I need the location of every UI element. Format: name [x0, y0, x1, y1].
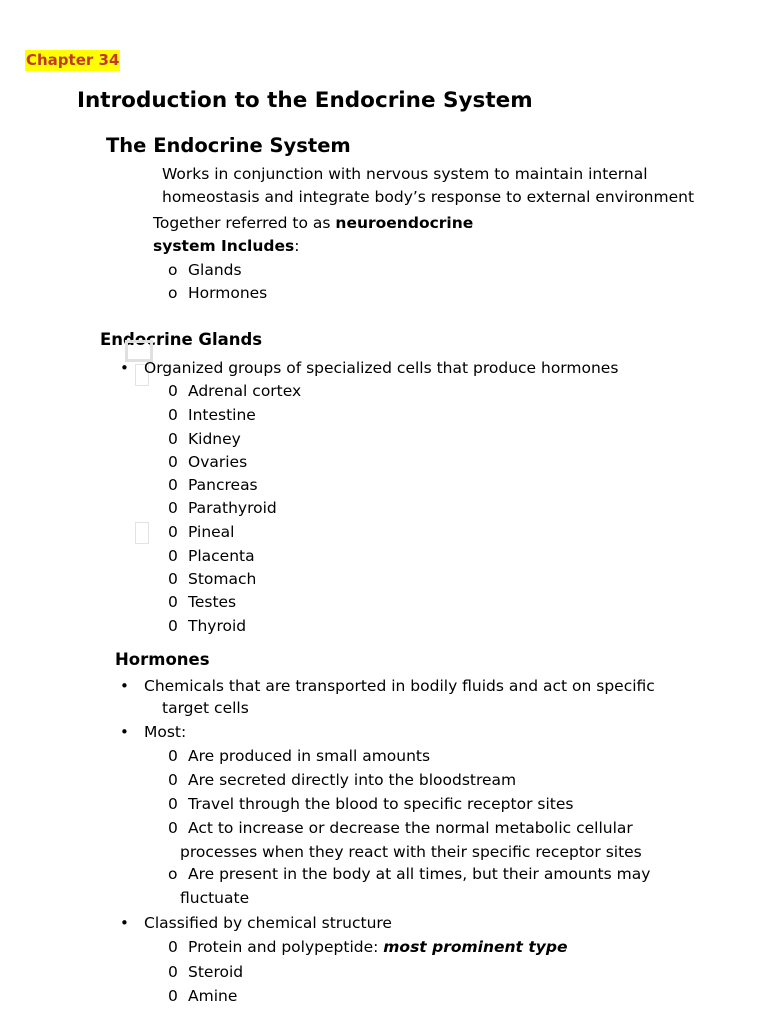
- list-item-text: Kidney: [188, 430, 241, 448]
- list-item-text: Are secreted directly into the bloodstream: [188, 771, 517, 789]
- list-item-text: Pineal: [188, 523, 235, 541]
- list-item: [168, 569, 256, 589]
- list-marker: 0: [168, 795, 178, 813]
- list-marker: 0: [168, 987, 178, 1005]
- bullet-icon: •: [120, 914, 129, 932]
- list-item: [168, 592, 236, 612]
- bullet-icon: •: [120, 723, 129, 741]
- list-marker: o: [168, 261, 178, 279]
- list-marker: 0: [168, 570, 178, 588]
- neuroendocrine-line: [153, 213, 473, 233]
- list-item: [168, 522, 234, 542]
- classified-label: Classified by chemical structure: [144, 914, 392, 932]
- list-item-text: Ovaries: [188, 453, 248, 471]
- includes-colon: :: [294, 237, 300, 255]
- list-item-text: Protein and polypeptide:: [188, 938, 384, 956]
- list-item: [168, 381, 301, 401]
- endocrine-system-description-line1: Works in conjunction with nervous system to maintain internal: [162, 165, 648, 183]
- list-item: [168, 818, 633, 838]
- hormones-definition-line2: target cells: [162, 699, 249, 717]
- list-marker: 0: [168, 499, 178, 517]
- hormones-heading: Hormones: [115, 650, 210, 669]
- list-item: [168, 546, 255, 566]
- endocrine-system-heading: The Endocrine System: [106, 134, 351, 157]
- list-marker: 0: [168, 406, 178, 424]
- list-item: [168, 498, 277, 518]
- list-marker: 0: [168, 938, 178, 956]
- includes-term: system Includes: [153, 237, 295, 255]
- page-title: Introduction to the Endocrine System: [77, 88, 533, 113]
- list-item: [168, 770, 516, 790]
- list-item: [168, 429, 241, 449]
- list-item-text: Pancreas: [188, 476, 258, 494]
- list-item-text: Testes: [188, 593, 237, 611]
- list-item: [168, 962, 243, 982]
- list-item: [168, 475, 258, 495]
- list-item: [168, 937, 567, 957]
- bullet-icon: •: [120, 359, 129, 377]
- list-marker: 0: [168, 771, 178, 789]
- bullet-icon: •: [120, 677, 129, 695]
- list-item-text: Adrenal cortex: [188, 382, 302, 400]
- list-item-text: Parathyroid: [188, 499, 277, 517]
- list-item: [168, 405, 256, 425]
- list-item-text: Stomach: [188, 570, 257, 588]
- list-marker: 0: [168, 523, 178, 541]
- list-item-continuation: fluctuate: [180, 889, 250, 907]
- list-marker: 0: [168, 617, 178, 635]
- list-marker: 0: [168, 593, 178, 611]
- list-marker: 0: [168, 747, 178, 765]
- most-label: Most:: [144, 723, 187, 741]
- list-item-text: Glands: [188, 261, 242, 279]
- list-item-text: Steroid: [188, 963, 244, 981]
- list-item-text: Travel through the blood to specific receptor sites: [188, 795, 574, 813]
- list-marker: 0: [168, 819, 178, 837]
- endocrine-glands-description: Organized groups of specialized cells that produce hormones: [144, 359, 619, 377]
- list-item-text: Are produced in small amounts: [188, 747, 431, 765]
- list-item: [168, 794, 573, 814]
- list-item: [168, 283, 267, 303]
- list-item-continuation: processes when they react with their specific receptor sites: [180, 843, 642, 861]
- list-marker: 0: [168, 476, 178, 494]
- includes-line: [153, 236, 299, 256]
- list-item: [168, 986, 237, 1006]
- scan-artifact: [135, 522, 149, 544]
- hormones-definition-line1: Chemicals that are transported in bodily fluids and act on specific: [144, 677, 655, 695]
- list-item-text: Act to increase or decrease the normal metabolic cellular: [188, 819, 633, 837]
- list-item: [168, 616, 246, 636]
- endocrine-system-description-line2: homeostasis and integrate body’s response to external environment: [162, 188, 695, 206]
- list-item-text: Amine: [188, 987, 238, 1005]
- list-marker: 0: [168, 547, 178, 565]
- list-item-text: Thyroid: [188, 617, 247, 635]
- list-item: [168, 864, 650, 884]
- list-item-text: Intestine: [188, 406, 256, 424]
- list-item-text: Are present in the body at all times, but their amounts may: [188, 865, 651, 883]
- endocrine-glands-heading: Endocrine Glands: [100, 330, 263, 349]
- together-prefix: Together referred to as: [153, 214, 336, 232]
- list-item: [168, 452, 247, 472]
- list-item: [168, 260, 242, 280]
- neuroendocrine-term: neuroendocrine: [335, 214, 474, 232]
- list-marker: o: [168, 865, 178, 883]
- list-item-text: Hormones: [188, 284, 268, 302]
- list-marker: o: [168, 284, 178, 302]
- list-marker: 0: [168, 430, 178, 448]
- list-marker: 0: [168, 382, 178, 400]
- emphasis-text: most prominent type: [383, 938, 568, 956]
- list-item-text: Placenta: [188, 547, 255, 565]
- list-marker: 0: [168, 963, 178, 981]
- chapter-label: Chapter 34: [26, 51, 120, 69]
- list-item: [168, 746, 430, 766]
- list-marker: 0: [168, 453, 178, 471]
